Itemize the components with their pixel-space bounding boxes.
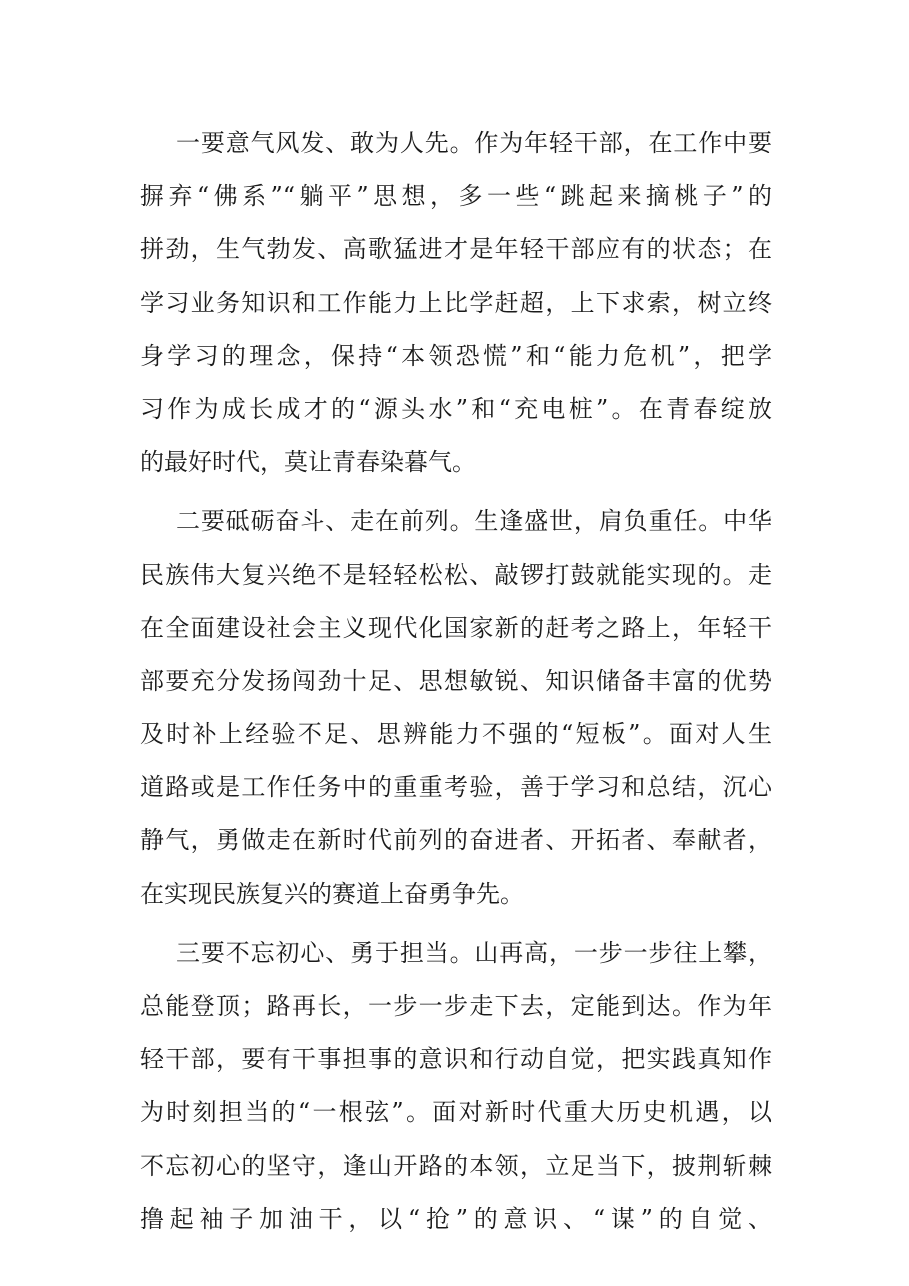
text-line: 摒弃“佛系”“躺平”思想，多一些“跳起来摘桃子”的 — [140, 182, 772, 211]
text-line: 静气，勇做走在新时代前列的奋进者、开拓者、奉献者， — [140, 826, 772, 855]
text-line: 一要意气风发、敢为人先。作为年轻干部，在工作中要 — [176, 129, 772, 157]
text-line: 身学习的理念，保持“本领恐慌”和“能力危机”，把学 — [140, 341, 772, 370]
text-line: 部要充分发扬闯劲十足、思想敏锐、知识储备丰富的优势 — [140, 666, 772, 695]
text-line: 撸起袖子加油干，以“抢”的意识、“谋”的自觉、 — [140, 1204, 772, 1233]
text-line: 二要砥砺奋斗、走在前列。生逢盛世，肩负重任。中华 — [176, 507, 772, 536]
text-line: 民族伟大复兴绝不是轻轻松松、敲锣打鼓就能实现的。走 — [140, 560, 772, 589]
text-line: 轻干部，要有干事担事的意识和行动自觉，把实践真知作 — [140, 1045, 772, 1074]
text-line: 不忘初心的坚守，逢山开路的本领，立足当下，披荆斩棘 — [140, 1151, 772, 1180]
paragraph-1 — [140, 117, 772, 489]
text-line: 在实现民族复兴的赛道上奋勇争先。 — [140, 879, 524, 908]
text-line: 为时刻担当的“一根弦”。面对新时代重大历史机遇，以 — [140, 1098, 772, 1127]
text-line: 的最好时代，莫让青春染暮气。 — [140, 448, 476, 477]
text-line: 习作为成长成才的“源头水”和“充电桩”。在青春绽放 — [140, 394, 772, 423]
text-line: 在全面建设社会主义现代化国家新的赶考之路上，年轻干 — [140, 613, 772, 642]
paragraph-2 — [140, 495, 772, 921]
paragraph-3 — [140, 927, 772, 1246]
text-line: 拼劲，生气勃发、高歌猛进才是年轻干部应有的状态；在 — [140, 235, 772, 264]
text-line: 学习业务知识和工作能力上比学赶超，上下求索，树立终 — [140, 288, 772, 317]
text-line: 道路或是工作任务中的重重考验，善于学习和总结，沉心 — [140, 773, 772, 802]
text-line: 总能登顶；路再长，一步一步走下去，定能到达。作为年 — [140, 992, 772, 1020]
text-line: 三要不忘初心、勇于担当。山再高，一步一步往上攀， — [176, 938, 772, 967]
document-body — [140, 117, 772, 1246]
text-line: 及时补上经验不足、思辨能力不强的“短板”。面对人生 — [140, 720, 772, 749]
